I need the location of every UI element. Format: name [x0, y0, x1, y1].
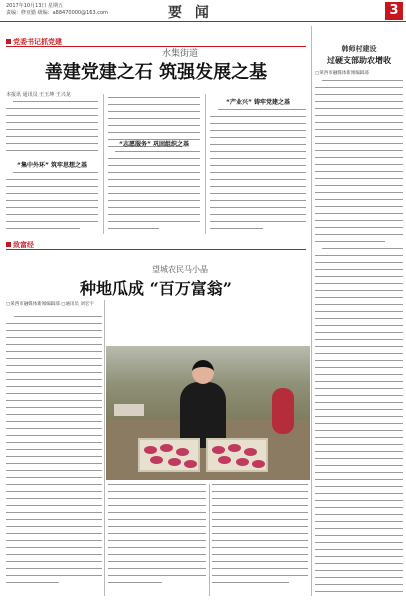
- article-subhead-1: “集中外环” 筑牢思想之基: [17, 162, 87, 169]
- column-divider: [209, 484, 210, 596]
- sweet-potato-harvest-photo: [106, 346, 310, 480]
- photo-crate-right: [206, 438, 268, 472]
- page-number: 3: [385, 2, 403, 20]
- photo-crate-left: [138, 438, 200, 472]
- sidebar-byline: ▢莱西市融媒体新闻编辑部: [315, 71, 369, 76]
- article-byline: 本报讯 通讯员 王玉坤 王兴龙: [6, 92, 71, 98]
- column-divider: [205, 94, 206, 234]
- header-email: a88470000@163.com: [52, 10, 108, 16]
- bullet-square-icon: [6, 39, 11, 44]
- header-date: 2017年10月13日 星期五: [6, 3, 64, 9]
- article-body-col1b: [6, 172, 98, 232]
- sidebar-divider: [311, 26, 312, 596]
- sidebar-kicker: 韩师村建设: [341, 44, 377, 53]
- article-body-col2b: [108, 151, 200, 233]
- article-body-col1a: [6, 101, 98, 157]
- section-rule: [6, 249, 306, 250]
- sidebar-body: [315, 80, 403, 596]
- article2-headline: 种地瓜成 “百万富翁”: [80, 279, 232, 298]
- header-meta: [6, 3, 108, 17]
- section-heading-label: 致富经: [13, 241, 34, 249]
- article2-body-col3: [212, 484, 308, 596]
- article-subhead-3: “产业兴” 铸牢党建之基: [226, 99, 290, 106]
- article-headline: 善建党建之石 筑强发展之基: [44, 62, 268, 83]
- header-editor: 责编：修亚勤 级编：: [6, 10, 53, 16]
- photo-sign: [114, 404, 144, 416]
- article2-kicker: 望城农民马小晶: [152, 265, 208, 274]
- bullet-square-icon: [6, 242, 11, 247]
- column-divider: [103, 94, 104, 234]
- article-kicker: 水集街道: [161, 49, 198, 59]
- sidebar-headline: 过硬支部助农增收: [327, 55, 391, 65]
- photo-farmer: [176, 360, 230, 448]
- section-heading-label: 党委书记抓党建: [13, 38, 62, 46]
- photo-worker: [272, 388, 294, 434]
- page-header: [0, 0, 406, 22]
- article2-body-col2: [108, 484, 206, 596]
- column-divider: [104, 300, 105, 596]
- section-title: 要 闻: [168, 5, 213, 21]
- article2-byline: ▢莱西市融媒体新闻编辑部 ▢通讯员 刘宏宇: [6, 302, 94, 307]
- article-body-col3: [210, 109, 306, 233]
- article-subhead-2: “志愿服务” 巩固组织之基: [119, 141, 189, 148]
- article2-body-col1: [6, 316, 102, 596]
